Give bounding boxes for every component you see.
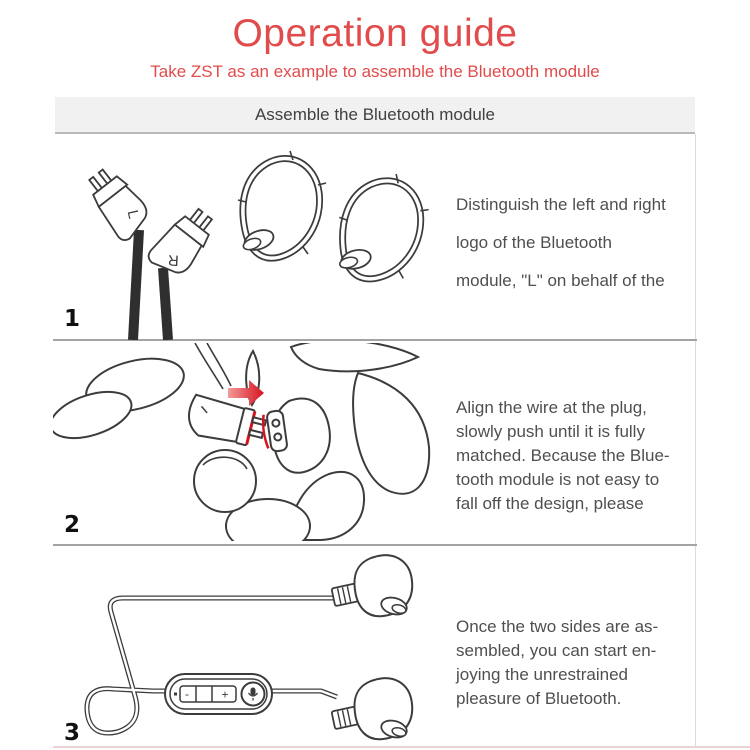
page-subtitle: Take ZST as an example to assemble the Bluetooth module	[150, 62, 600, 81]
step3-text: Once the two sides are as- sembled, you can start en- joying the unrestrained pleasure of Bluetooth.	[456, 617, 659, 708]
inline-remote	[165, 674, 272, 714]
step2-text: Align the wire at the plug, slowly push until it is fully matched. Because the Blue- tooth module is not easy to fall off the design, please	[456, 398, 670, 513]
minus-button-icon: -	[185, 687, 189, 701]
pin-icon	[249, 430, 263, 438]
step1-number: 1	[64, 306, 81, 332]
step3-number: 3	[64, 720, 81, 746]
assembled-earpiece-bottom	[331, 678, 412, 740]
ear-hook-left	[238, 151, 326, 258]
assembled-earpiece-top	[331, 555, 412, 617]
right-hand-palm	[353, 373, 429, 494]
left-channel-label: L	[123, 208, 142, 221]
ear-hook-right	[333, 169, 432, 285]
wire-line	[207, 343, 231, 386]
step2-number: 2	[64, 512, 81, 538]
left-cable	[133, 230, 139, 340]
step2-divider	[53, 544, 697, 546]
step3-illustration-assembled	[53, 548, 453, 746]
page-bottom-line	[53, 746, 750, 748]
step1-illustration-connectors	[53, 140, 453, 340]
wire-line	[195, 343, 223, 389]
page-title: Operation guide	[232, 12, 518, 55]
right-hand-finger	[291, 343, 418, 371]
step1-text: Distinguish the left and right logo of the Bluetooth module, "L" on behalf of the	[456, 195, 666, 290]
plug-with-pins	[184, 394, 268, 450]
mic-icon	[251, 688, 256, 696]
power-dot-icon	[174, 693, 177, 696]
ear-tip-dome	[194, 450, 256, 512]
two-pin-socket	[261, 410, 288, 453]
plus-button-icon: +	[221, 687, 229, 702]
section-header-label: Assemble the Bluetooth module	[254, 105, 496, 124]
right-connector-plug	[145, 202, 220, 283]
right-channel-label: R	[167, 251, 180, 269]
right-cable	[163, 268, 168, 340]
step2-illustration-align-plug	[53, 343, 453, 541]
section-header-bar	[55, 97, 695, 134]
